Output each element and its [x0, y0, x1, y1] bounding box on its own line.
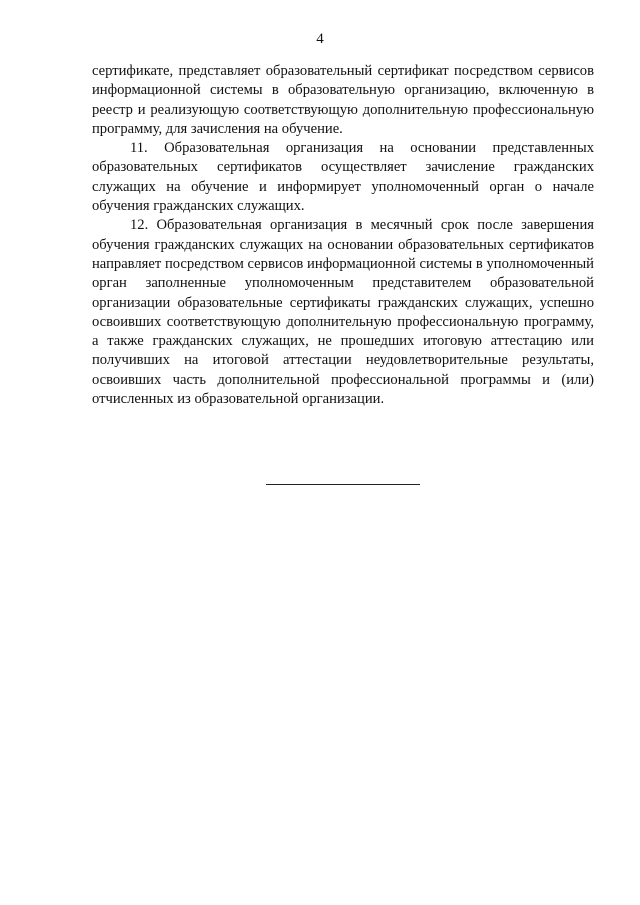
end-separator-line: [266, 484, 420, 485]
paragraph-continuation: сертификате, представляет образовательный сертификат посредством сервисов информационной системы в образовательную организацию, включенную в реестр и реализующую соответствующую дополнительную профессиональную программу, для зачисления на обучение.: [92, 63, 594, 137]
paragraph-11: 11. Образовательная организация на основании представленных образовательных сертификатов осуществляет зачисление гражданских служащих на обучение и информирует уполномоченный орган о начале обучения гражданских служащих.: [92, 140, 594, 215]
paragraph-12: 12. Образовательная организация в месячный срок после завершения обучения гражданских служащих на основании образовательных сертификатов направляет посредством сервисов информационной системы в уполномоченный орган заполненные уполномоченным представителем образовательной организации образовательные сертификаты гражданских служащих, успешно освоивших соответствующую дополнительную профессиональную программу, а также гражданских служащих, не прошедших итоговую аттестацию или получивших на итоговой аттестации неудовлетворительные результаты, освоивших часть дополнительной профессиональной программы и (или) отчисленных из образовательной организации.: [92, 217, 594, 408]
document-body: [92, 62, 594, 409]
page-number: 4: [316, 31, 324, 47]
